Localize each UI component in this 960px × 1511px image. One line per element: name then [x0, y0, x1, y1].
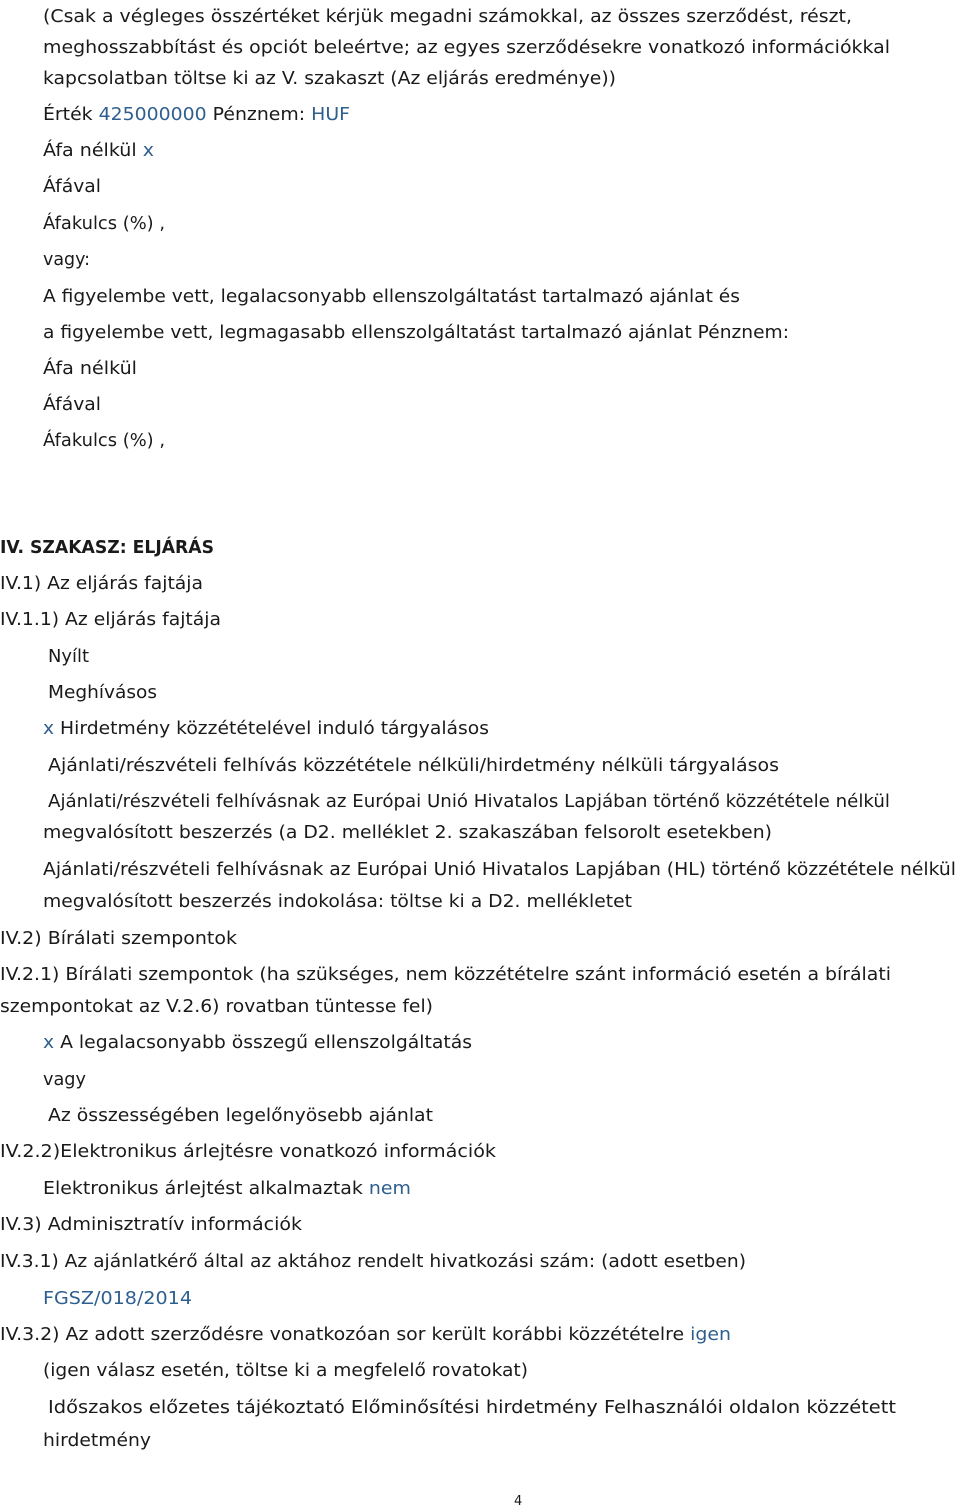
criterion-best-value: Az összességében legelőnyösebb ajánlat: [48, 1105, 433, 1126]
vat-included-line: Áfával: [43, 176, 102, 197]
justification-line-2: megvalósított beszerzés indokolása: töltse ki a D2. mellékletet: [43, 891, 633, 912]
vat-excluded-mark: x: [142, 140, 154, 161]
section-4-3-1: IV.3.1) Az ajánlatkérő által az aktához rendelt hivatkozási szám: (adott esetben): [0, 1251, 746, 1272]
eauction-label: Elektronikus árlejtést alkalmaztak: [43, 1178, 363, 1199]
eauction-value: nem: [368, 1178, 411, 1199]
vat-rate-line-2: Áfakulcs (%) ,: [43, 430, 165, 451]
value-line: [43, 103, 350, 127]
page-number: 4: [514, 1494, 523, 1509]
intro-line-2: meghosszabbítást és opciót beleértve; az egyes szerződésekre vonatkozó információkkal: [43, 37, 890, 58]
notice-types-line-1: Időszakos előzetes tájékoztató Előminősítési hirdetmény Felhasználói oldalon közzétett: [48, 1397, 896, 1418]
vat-rate-line: Áfakulcs (%) ,: [43, 213, 165, 234]
section-4-2-1-line-1: IV.2.1) Bírálati szempontok (ha szükséges, nem közzétételre szánt információ esetén a bírálati: [0, 964, 891, 985]
criterion-or: vagy: [43, 1069, 86, 1090]
lowest-label: A legalacsonyabb összegű ellenszolgáltatás: [60, 1032, 473, 1053]
option-ojeu-line-1: Ajánlati/részvételi felhívásnak az Európai Unió Hivatalos Lapjában történő közzététele nélkül: [48, 791, 890, 812]
lowest-mark: x: [43, 1032, 55, 1053]
reference-number: FGSZ/018/2014: [43, 1288, 193, 1309]
option-restricted: Meghívásos: [48, 682, 158, 703]
option-no-notice: Ajánlati/részvételi felhívás közzététele nélküli/hirdetmény nélküli tárgyalásos: [48, 755, 779, 776]
value-amount: 425000000: [98, 104, 207, 125]
range-line-1: A figyelembe vett, legalacsonyabb ellenszolgáltatást tartalmazó ajánlat és: [43, 286, 740, 307]
section-4-1-1: IV.1.1) Az eljárás fajtája: [0, 609, 222, 630]
previous-publication-value: igen: [690, 1324, 732, 1345]
yes-note: (igen válasz esetén, töltse ki a megfelelő rovatokat): [43, 1360, 529, 1381]
vat-excluded-line: [43, 139, 154, 163]
eauction-line: [43, 1177, 411, 1201]
option-negotiated: [43, 717, 490, 741]
section-4-3: IV.3) Adminisztratív információk: [0, 1214, 303, 1235]
option-open: Nyílt: [48, 646, 89, 667]
range-line-2: a figyelembe vett, legmagasabb ellenszolgáltatást tartalmazó ajánlat Pénznem:: [43, 322, 789, 343]
currency-value: HUF: [311, 104, 350, 125]
criterion-lowest: [43, 1031, 473, 1055]
vat-excluded-line-2: Áfa nélkül: [43, 358, 138, 379]
vat-included-line-2: Áfával: [43, 394, 102, 415]
previous-publication-label: IV.3.2) Az adott szerződésre vonatkozóan sor került korábbi közzétételre: [0, 1324, 685, 1345]
section-4-1: IV.1) Az eljárás fajtája: [0, 573, 203, 594]
negotiated-label: Hirdetmény közzétételével induló tárgyalásos: [60, 718, 490, 739]
justification-line-1: Ajánlati/részvételi felhívásnak az Európai Unió Hivatalos Lapjában (HL) történő közzététele nélkül: [43, 859, 957, 880]
intro-line-3: kapcsolatban töltse ki az V. szakaszt (Az eljárás eredménye)): [43, 68, 616, 89]
option-ojeu-line-2: megvalósított beszerzés (a D2. melléklet 2. szakaszában felsorolt esetekben): [43, 822, 773, 843]
section-4-2-1-line-2: szempontokat az V.2.6) rovatban tüntesse fel): [0, 996, 433, 1017]
or-line: vagy:: [43, 249, 91, 270]
intro-line-1: (Csak a végleges összértéket kérjük megadni számokkal, az összes szerződést, részt,: [43, 6, 852, 27]
section-heading: IV. SZAKASZ: ELJÁRÁS: [0, 537, 215, 558]
negotiated-mark: x: [43, 718, 55, 739]
currency-label: Pénznem:: [212, 104, 306, 125]
vat-excluded-label: Áfa nélkül: [43, 140, 137, 161]
section-4-2: IV.2) Bírálati szempontok: [0, 928, 237, 949]
section-4-2-2: IV.2.2)Elektronikus árlejtésre vonatkozó információk: [0, 1141, 496, 1162]
value-label: Érték: [43, 104, 93, 125]
section-4-3-2: [0, 1323, 732, 1347]
notice-types-line-2: hirdetmény: [43, 1430, 151, 1451]
